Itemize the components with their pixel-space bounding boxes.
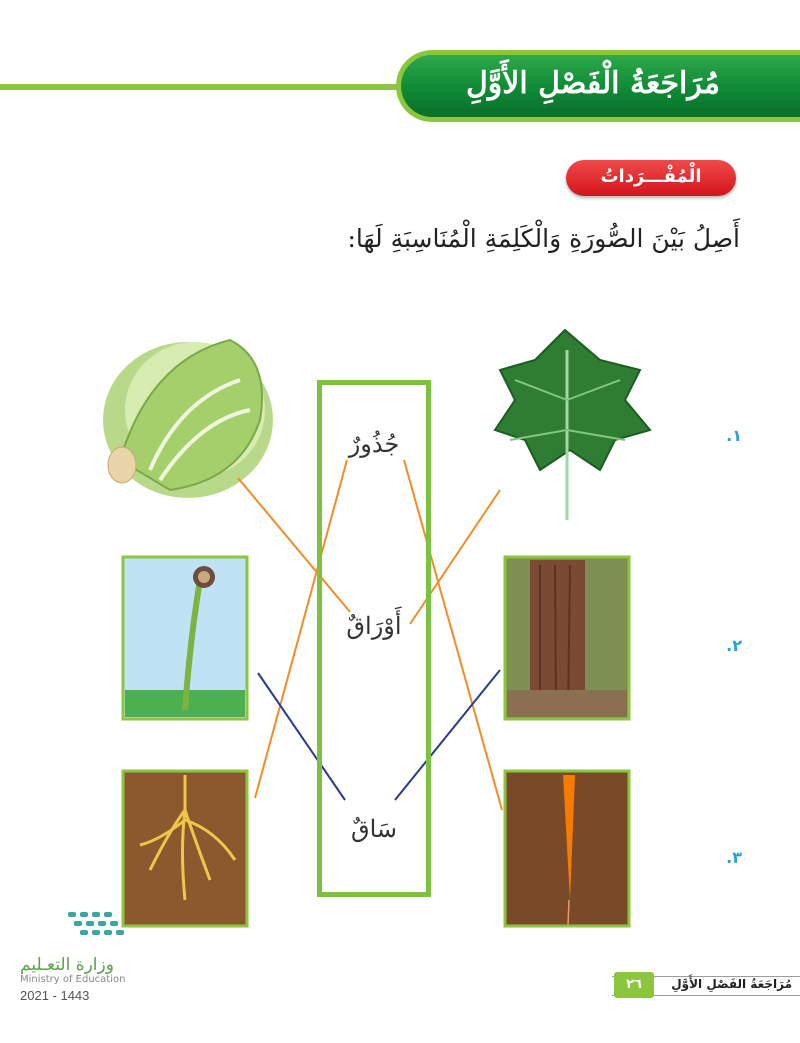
roots-image: [123, 771, 247, 926]
word-roots[interactable]: جُذُورٌ: [348, 430, 400, 458]
vocab-badge-label: الْمُفْـــرَداتُ: [600, 166, 702, 187]
page-number: ٢٦: [614, 972, 654, 998]
word-stem[interactable]: سَاقٌ: [350, 815, 398, 843]
row-number-2: ٢.: [726, 636, 742, 655]
word-leaves[interactable]: أَوْرَاقٌ: [346, 612, 402, 640]
edition-year: 2021 - 1443: [20, 988, 90, 1003]
ministry-name: وزارة التعـليم: [20, 955, 114, 975]
page-title: مُرَاجَعَةُ الْفَصْلِ الأَوَّلِ: [465, 66, 720, 101]
carrot-image: [505, 771, 629, 926]
flower-stem-image: [123, 557, 247, 719]
tree-trunk-image: [505, 557, 629, 719]
footer-chapter-label: مُرَاجَعَةُ الفَصْلِ الأَوَّلِ: [671, 977, 792, 991]
row-number-1: ١.: [726, 426, 742, 445]
row-number-3: ٣.: [726, 848, 742, 867]
leaf-image: [495, 330, 650, 520]
lettuce-image: [103, 340, 273, 498]
instruction-text: أَصِلُ بَيْنَ الصُّورَةِ وَالْكَلِمَةِ الْمُنَاسِبَةِ لَهَا:: [347, 224, 740, 253]
ministry-name-en: Ministry of Education: [20, 974, 126, 985]
ministry-logo-icon: [60, 908, 140, 948]
